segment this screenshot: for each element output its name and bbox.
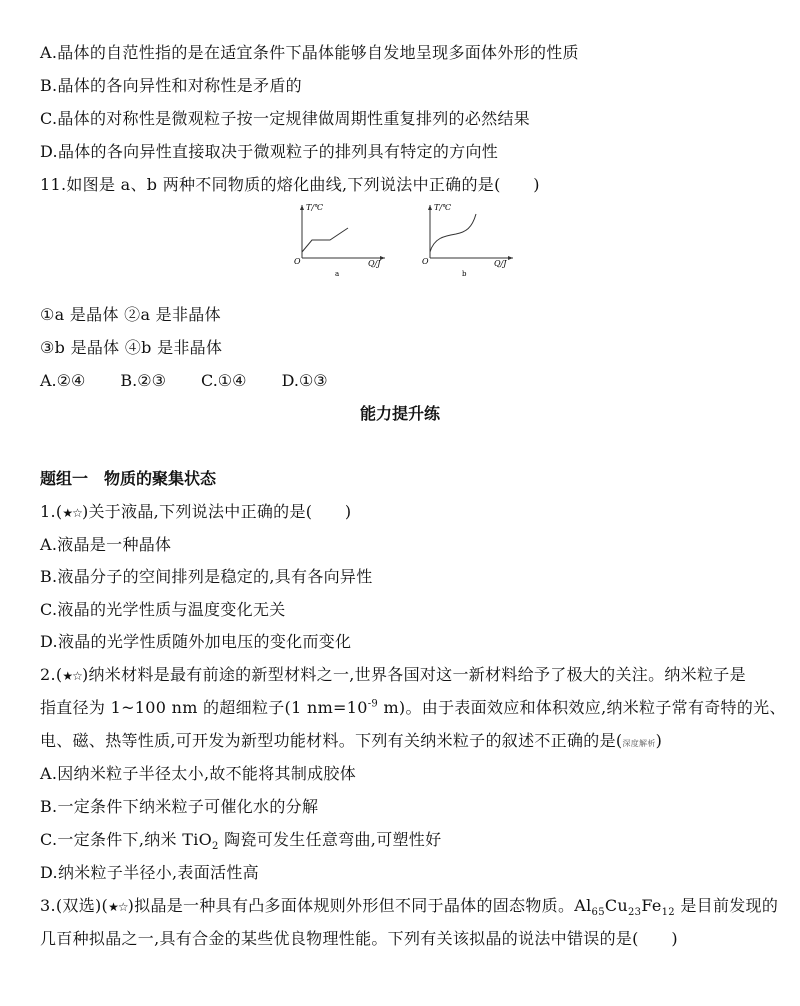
q11-option-d: D.①③: [281, 371, 328, 390]
q2-line-3-text: 电、磁、热等性质,可开发为新型功能材料。下列有关纳米粒子的叙述不正确的是(: [40, 731, 623, 750]
curve-a: [302, 228, 348, 252]
q11-statement-1: ①a 是晶体 ②a 是非晶体: [40, 305, 221, 324]
curve-b: [430, 214, 476, 252]
q2-line-3: [40, 730, 662, 755]
q2-line-2a: 指直径为 1~100 nm 的超细粒子(1 nm=10: [40, 698, 368, 717]
q10-option-a: A.晶体的自范性指的是在适宜条件下晶体能够自发地呈现多面体外形的性质: [40, 43, 579, 62]
fig-b-ylabel: T/℃: [434, 203, 451, 212]
q3-mid-1: Cu: [604, 896, 629, 915]
q2-option-b: B.一定条件下纳米粒子可催化水的分解: [40, 797, 319, 816]
q1-option-d: D.液晶的光学性质随外加电压的变化而变化: [40, 632, 352, 651]
q2-option-d: D.纳米粒子半径小,表面活性高: [40, 863, 259, 882]
q2-option-c-post: 陶瓷可发生任意弯曲,可塑性好: [218, 830, 442, 849]
q10-option-b: B.晶体的各向异性和对称性是矛盾的: [40, 76, 302, 95]
q1-stem: [40, 501, 351, 524]
q2-line-3-end: ): [655, 731, 663, 750]
fig-b-origin: O: [422, 257, 429, 266]
q1-option-a: A.液晶是一种晶体: [40, 535, 172, 554]
q3-line-1a: )拟晶是一种具有凸多面体规则外形但不同于晶体的固态物质。Al: [127, 896, 592, 915]
q1-stem-text: )关于液晶,下列说法中正确的是( ): [81, 502, 352, 521]
q2-line-1-text: )纳米材料是最有前途的新型材料之一,世界各国对这一新材料给予了极大的关注。纳米粒子是: [81, 665, 746, 684]
difficulty-stars-icon: ★☆: [62, 506, 82, 520]
fig-b-caption: b: [462, 270, 467, 278]
q3-mid-2: Fe: [641, 896, 662, 915]
fig-a-origin: O: [294, 257, 301, 266]
fig-a-ylabel: T/℃: [306, 203, 323, 212]
melting-curve-figure-a: [290, 200, 390, 282]
q3-line-1: [40, 895, 778, 918]
q2-line-1: [40, 664, 746, 687]
fig-a-caption: a: [335, 270, 340, 278]
q2-option-c: [40, 829, 441, 851]
q2-option-c-pre: C.一定条件下,纳米 TiO: [40, 830, 213, 849]
difficulty-stars-icon: ★☆: [108, 900, 128, 914]
q2-line-2b: m)。由于表面效应和体积效应,纳米粒子常有奇特的光、: [378, 698, 786, 717]
deep-analysis-tag: 深度解析: [622, 739, 656, 748]
q11-option-c: C.①④: [201, 371, 247, 390]
q2-number: 2.(: [40, 665, 63, 684]
q3-number: 3.(双选)(: [40, 896, 109, 915]
melting-curve-figure-b: [418, 200, 518, 282]
q10-option-d: D.晶体的各向异性直接取决于微观粒子的排列具有特定的方向性: [40, 142, 499, 161]
fig-a-xlabel: Q/J: [368, 259, 381, 268]
q11-stem: 11.如图是 a、b 两种不同物质的熔化曲线,下列说法中正确的是( ): [40, 175, 540, 194]
q2-option-a: A.因纳米粒子半径太小,故不能将其制成胶体: [40, 764, 357, 783]
q3-line-2: 几百种拟晶之一,具有合金的某些优良物理性能。下列有关该拟晶的说法中错误的是( ): [40, 929, 678, 948]
q2-exponent: -9: [367, 698, 379, 710]
difficulty-stars-icon: ★☆: [62, 669, 82, 683]
q3-line-1b: 是目前发现的: [674, 896, 779, 915]
group-title: 题组一 物质的聚集状态: [40, 469, 217, 488]
q2-line-2: [40, 697, 786, 719]
section-title: 能力提升练: [359, 404, 440, 423]
q11-options: [40, 370, 358, 392]
q1-option-c: C.液晶的光学性质与温度变化无关: [40, 600, 286, 619]
q3-sub-2: 23: [628, 907, 642, 919]
q11-option-a: A.②④: [40, 371, 86, 390]
q3-sub-1: 65: [591, 907, 605, 919]
q11-statement-2: ③b 是晶体 ④b 是非晶体: [40, 338, 223, 357]
q1-number: 1.(: [40, 502, 63, 521]
q2-option-c-sub: 2: [212, 841, 219, 853]
q11-option-b: B.②③: [120, 371, 166, 390]
q10-option-c: C.晶体的对称性是微观粒子按一定规律做周期性重复排列的必然结果: [40, 109, 531, 128]
q3-sub-3: 12: [661, 907, 675, 919]
q1-option-b: B.液晶分子的空间排列是稳定的,具有各向异性: [40, 567, 373, 586]
fig-b-xlabel: Q/J: [494, 259, 507, 268]
